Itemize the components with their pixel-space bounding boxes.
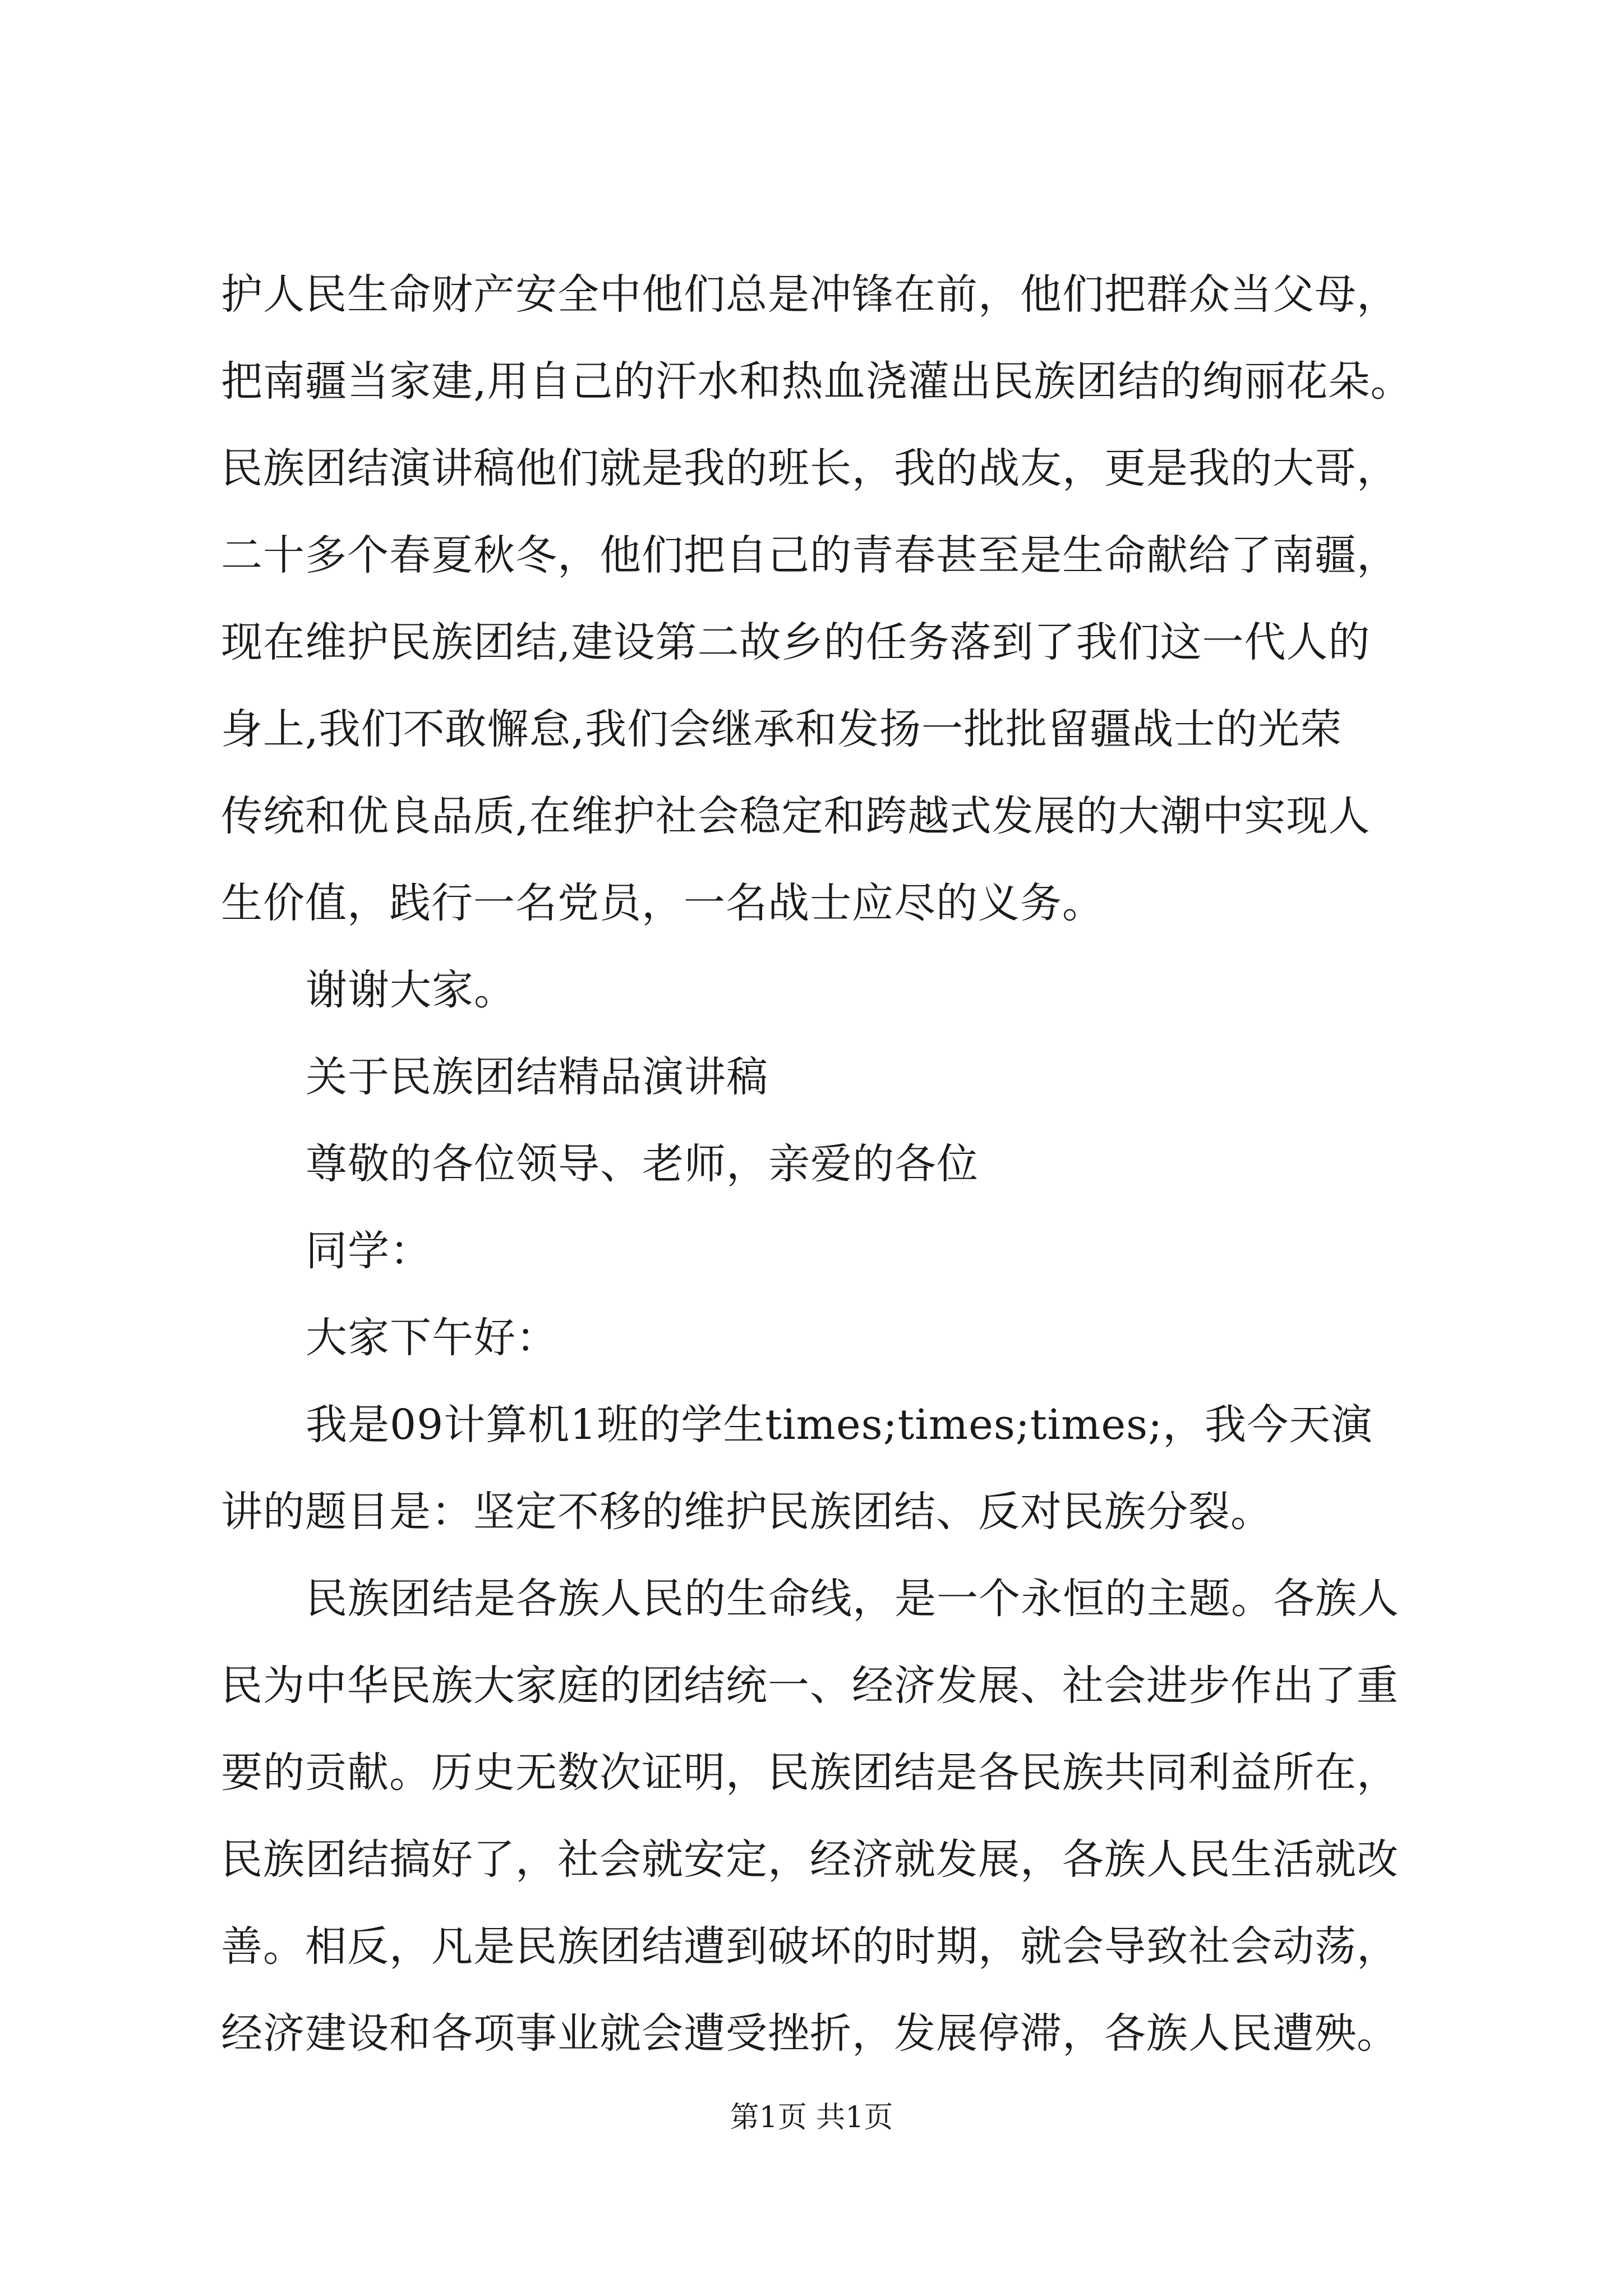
paragraph-line: 谢谢大家。 <box>306 966 516 1014</box>
paragraph-line: 二十多个春夏秋冬，他们把自己的青春甚至是生命献给了南疆， <box>221 531 1399 579</box>
paragraph-line: 大家下午好： <box>306 1314 558 1362</box>
paragraph-line: 要的贡献。历史无数次证明，民族团结是各民族共同利益所在， <box>221 1749 1399 1797</box>
paragraph-line: 善。相反，凡是民族团结遭到破坏的时期，就会导致社会动荡， <box>221 1922 1399 1971</box>
paragraph-line: 我是09计算机1班的学生times;times;times;，我今天演 <box>306 1401 1373 1449</box>
paragraph-line: 现在维护民族团结,建设第二故乡的任务落到了我们这一代人的 <box>221 618 1371 666</box>
paragraph-line: 民族团结是各族人民的生命线，是一个永恒的主题。各族人 <box>306 1575 1399 1623</box>
paragraph-line: 传统和优良品质,在维护社会稳定和跨越式发展的大潮中实现人 <box>221 792 1371 840</box>
paragraph-line: 经济建设和各项事业就会遭受挫折，发展停滞，各族人民遭殃。 <box>221 2009 1399 2058</box>
page-footer: 第1页 共1页 <box>730 2101 893 2134</box>
paragraph-line: 民族团结搞好了，社会就安定，经济就发展，各族人民生活就改 <box>221 1835 1399 1884</box>
paragraph-line: 民为中华民族大家庭的团结统一、经济发展、社会进步作出了重 <box>221 1662 1399 1710</box>
paragraph-line: 生价值，践行一名党员，一名战士应尽的义务。 <box>221 879 1104 927</box>
paragraph-line: 同学： <box>306 1227 432 1275</box>
paragraph-line: 身上,我们不敢懈怠,我们会继承和发扬一批批留疆战士的光荣 <box>221 705 1343 753</box>
paragraph-line: 讲的题目是：坚定不移的维护民族团结、反对民族分裂。 <box>221 1488 1272 1536</box>
paragraph-line: 把南疆当家建,用自己的汗水和热血浇灌出民族团结的绚丽花朵。 <box>221 357 1413 406</box>
section-heading: 关于民族团结精品演讲稿 <box>306 1053 768 1101</box>
paragraph-line: 护人民生命财产安全中他们总是冲锋在前，他们把群众当父母， <box>221 270 1399 319</box>
paragraph-line: 民族团结演讲稿他们就是我的班长，我的战友，更是我的大哥， <box>221 444 1399 493</box>
paragraph-line: 尊敬的各位领导、老师，亲爱的各位 <box>306 1140 979 1188</box>
